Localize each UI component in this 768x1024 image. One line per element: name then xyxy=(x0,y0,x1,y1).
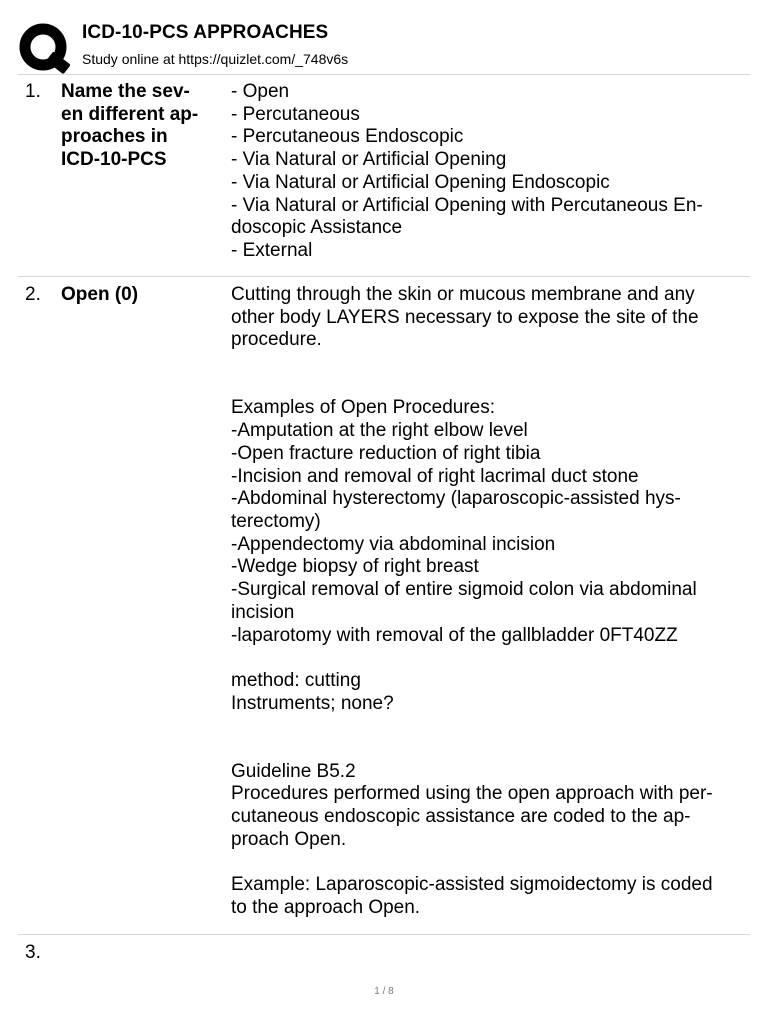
page-header xyxy=(0,0,768,74)
definition-line: -Open fracture reduction of right tibia xyxy=(231,442,541,464)
definition-line: -Amputation at the right elbow level xyxy=(231,420,528,442)
card-number: 1. xyxy=(25,81,41,102)
card-definition xyxy=(231,284,751,920)
definition-line: - Percutaneous xyxy=(231,103,360,125)
blank-line xyxy=(231,852,751,875)
card-number: 2. xyxy=(25,284,41,305)
definition-line: doscopic Assistance xyxy=(231,217,403,239)
blank-line xyxy=(231,715,751,738)
definition-line: Cutting through the skin or mucous membrane and any xyxy=(231,284,695,305)
divider xyxy=(18,74,750,75)
divider xyxy=(18,934,750,935)
definition-line: Examples of Open Procedures: xyxy=(231,397,496,419)
definition-line: - Via Natural or Artificial Opening xyxy=(231,149,507,171)
definition-line: - Percutaneous Endoscopic xyxy=(231,126,464,148)
definition-line: other body LAYERS necessary to expose the site of the xyxy=(231,306,699,328)
card-term xyxy=(61,284,221,307)
page-number: 1 / 8 xyxy=(374,986,394,997)
definition-line: terectomy) xyxy=(231,511,321,532)
term-line: Name the sev- xyxy=(61,81,190,102)
definition-line: -Appendectomy via abdominal incision xyxy=(231,533,556,555)
study-online-link[interactable]: Study online at https://quizlet.com/_748v6s xyxy=(82,51,349,67)
definition-line: -Abdominal hysterectomy (laparoscopic-assisted hys- xyxy=(231,488,681,510)
definition-line: - Via Natural or Artificial Opening with Percutaneous En- xyxy=(231,194,703,216)
definition-line: procedure. xyxy=(231,329,322,351)
term-line: en different ap- xyxy=(61,103,199,125)
definition-line: -Surgical removal of entire sigmoid colon via abdominal xyxy=(231,579,697,601)
definition-line: -Incision and removal of right lacrimal duct stone xyxy=(231,465,639,487)
blank-line xyxy=(231,375,751,398)
definition-line: - External xyxy=(231,239,313,261)
definition-line: Guideline B5.2 xyxy=(231,760,356,782)
quizlet-logo-icon xyxy=(18,22,72,74)
blank-line xyxy=(231,352,751,375)
definition-line: Procedures performed using the open approach with per- xyxy=(231,783,713,805)
card-definition xyxy=(231,81,751,263)
blank-line xyxy=(231,647,751,670)
term-line: Open (0) xyxy=(61,284,139,305)
definition-line: cutaneous endoscopic assistance are coded to the ap- xyxy=(231,806,691,828)
definition-line: Example: Laparoscopic-assisted sigmoidectomy is coded xyxy=(231,874,713,896)
blank-line xyxy=(231,738,751,761)
definition-line: Instruments; none? xyxy=(231,692,394,714)
divider xyxy=(18,276,750,277)
term-line: ICD-10-PCS xyxy=(61,149,167,171)
card-number: 3. xyxy=(25,942,41,963)
definition-line: method: cutting xyxy=(231,669,361,691)
card-term xyxy=(61,81,221,172)
definition-line: incision xyxy=(231,601,295,623)
definition-line: - Via Natural or Artificial Opening Endoscopic xyxy=(231,171,610,193)
definition-line: proach Open. xyxy=(231,828,347,850)
definition-line: -laparotomy with removal of the gallbladder 0FT40ZZ xyxy=(231,624,678,646)
term-line: proaches in xyxy=(61,126,168,148)
definition-line: - Open xyxy=(231,81,290,102)
definition-line: -Wedge biopsy of right breast xyxy=(231,556,479,578)
page-title: ICD-10-PCS APPROACHES xyxy=(82,22,329,43)
definition-line: to the approach Open. xyxy=(231,896,421,918)
